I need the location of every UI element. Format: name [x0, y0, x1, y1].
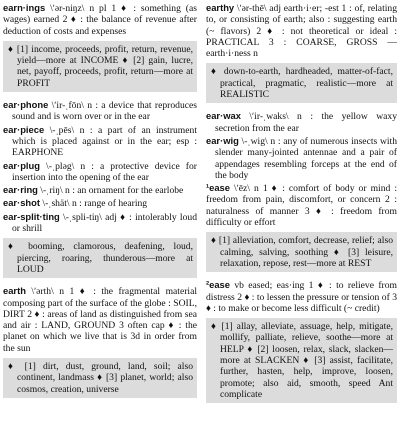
- definition: \-ˌshät\ n : range of hearing: [40, 198, 148, 210]
- entry-earring: [3, 184, 197, 196]
- synonym-box-ease-verb: ♦ [1] allay, alleviate, assuage, help, mitigate, mollify, palliate, relieve, soothe—more at HELP ♦ [2] loosen, relax, slack, slacken—more at SLACKEN ♦ [3] assist, facilitate, further, hasten, help, improve, loosen, promote; also aid, smooth, speed Ant complicate: [206, 318, 397, 403]
- entry-earnings: [3, 2, 197, 37]
- definition: \-ˌspli-tiŋ\ adj ♦ : intolerably loud or shrill: [12, 211, 197, 235]
- definition: \-ˌpēs\ n : a part of an instrument which is placed against or in the ear; esp : EARPHONE: [12, 124, 197, 159]
- entry-earwax: [206, 110, 397, 134]
- entry-earth: [3, 285, 197, 354]
- definition: \-ˌriŋ\ n : an ornament for the earlobe: [37, 185, 184, 197]
- entry-earphone: [3, 99, 197, 123]
- headword: ear·ring: [3, 184, 38, 196]
- headword: ear·wig: [206, 134, 239, 146]
- left-column: [3, 2, 197, 405]
- headword: ¹ease: [206, 182, 230, 194]
- entry-earwig: [206, 135, 397, 181]
- definition: \ʹir-ˌfōn\ n : a device that reproduces sound and is worn over or in the ear: [12, 100, 197, 123]
- headword: ear·shot: [3, 197, 40, 209]
- entry-ease-noun: [206, 182, 397, 228]
- definition: \ʹēz\ n 1 ♦ : comfort of body or mind : freedom from pain, discomfort, or concern 2 : naturalness of manner 3 ♦ : freedom from difficulty or effort: [206, 183, 397, 229]
- synonym-box-earsplitting: ♦ booming, clamorous, deafening, loud, piercing, roaring, thunderous—more at LOUD: [3, 238, 197, 278]
- headword: ear·wax: [206, 110, 241, 122]
- definition: \ʹər-thē\ adj earth·i·er; -est 1 : of, relating to, or consisting of earth; also : suggesting earth (~ flavors) 2 ♦ : not theoretical or ideal : PRACTICAL 3 : COARSE, GROSS — earth·i·ness n: [206, 3, 397, 60]
- definition: \ʹərth\ n 1 ♦ : the fragmental material composing part of the surface of the globe : SOIL, DIRT 2 ♦ : areas of land as distinguished from sea and air : LAND, GROUND 3 often cap ♦ : the planet on which we live that is 3d in order from the sun: [3, 286, 197, 354]
- definition: \ʹər-niŋz\ n pl 1 ♦ : something (as wages) earned 2 ♦ : the balance of revenue after deduction of costs and expenses: [3, 3, 197, 37]
- headword: ear·plug: [3, 159, 40, 171]
- entry-earplug: [3, 160, 197, 184]
- synonym-box-earnings: ♦ [1] income, proceeds, profit, return, revenue, yield—more at INCOME ♦ [2] gain, lucre, net, payoff, proceeds, profit, return—more at PROFIT: [3, 41, 197, 92]
- definition: \-ˌwig\ n : any of numerous insects with slender many-jointed antennae and a pair of appendages resembling forceps at the end of the body: [215, 135, 397, 181]
- right-column: [206, 2, 397, 410]
- definition: vb eased; eas·ing 1 ♦ : to relieve from distress 2 ♦ : to lessen the pressure or tension of 3 ♦ : to make or become less difficult (~ credit): [206, 280, 397, 314]
- headword: ear-split·ting: [3, 210, 60, 222]
- headword: earth: [3, 285, 26, 297]
- headword: earthy: [206, 2, 235, 13]
- entry-earshot: [3, 197, 197, 209]
- headword: earn·ings: [3, 2, 46, 13]
- headword: ²ease: [206, 279, 230, 291]
- definition: \-ˌpləg\ n : a protective device for insertion into the opening of the ear: [12, 160, 197, 183]
- entry-earpiece: [3, 124, 197, 159]
- entry-ease-verb: [206, 279, 397, 314]
- synonym-box-ease-noun: ♦ [1] alleviation, comfort, decrease, relief; also calming, salving, soothing ♦ [3] leisure, relaxation, repose, rest—more at REST: [206, 232, 397, 272]
- definition: \ʹir-ˌwaks\ n : the yellow waxy secretion from the ear: [215, 111, 397, 134]
- synonym-box-earthy: ♦ down-to-earth, hardheaded, matter-of-fact, practical, pragmatic, realistic—more at REALISTIC: [206, 63, 397, 103]
- headword: ear·phone: [3, 99, 49, 111]
- synonym-box-earth: ♦ [1] dirt, dust, ground, land, soil; also continent, landmass ♦ [3] planet, world; also cosmos, creation, universe: [3, 358, 197, 398]
- entry-earthy: [206, 2, 397, 59]
- headword: ear·piece: [3, 123, 45, 135]
- entry-earsplitting: [3, 211, 197, 235]
